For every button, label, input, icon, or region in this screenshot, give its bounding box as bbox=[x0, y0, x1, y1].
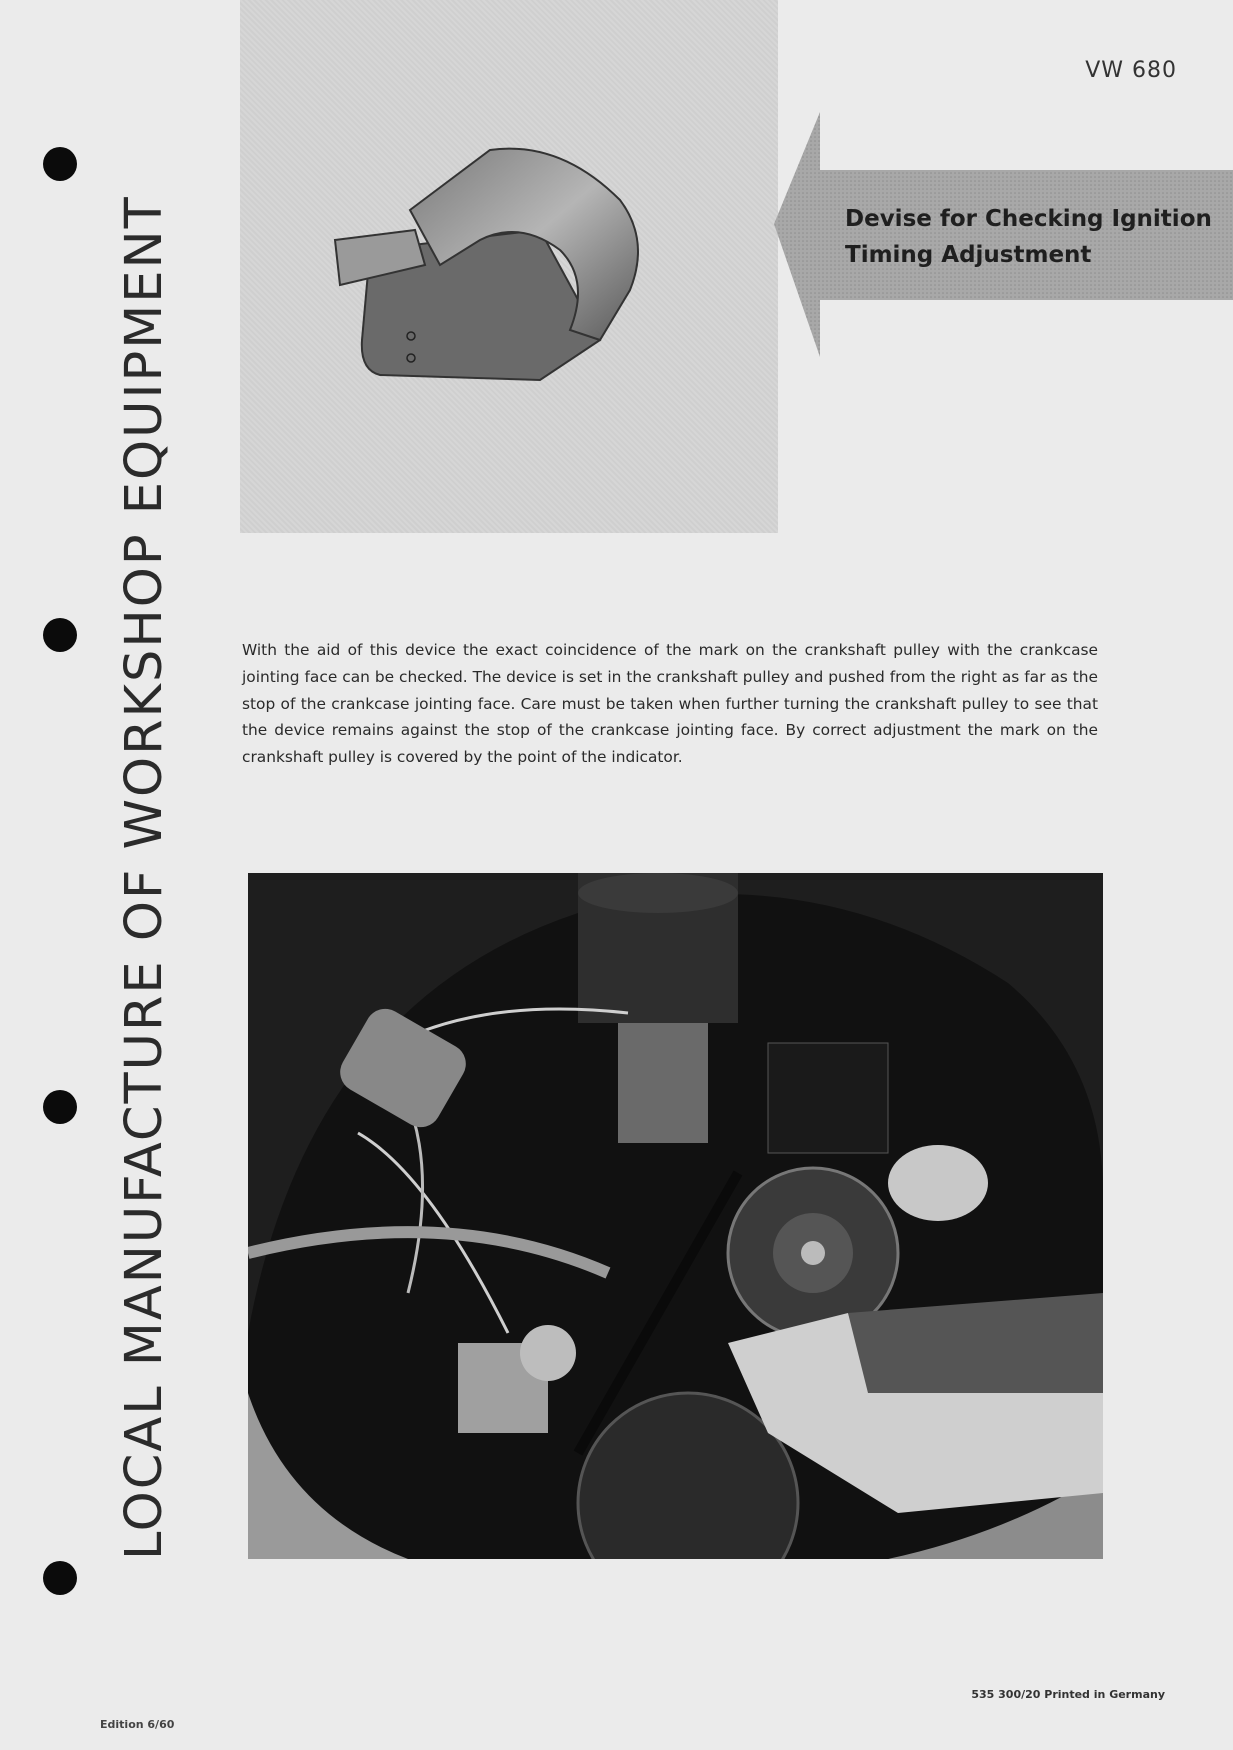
edition-label: Edition 6/60 bbox=[100, 1718, 175, 1731]
engine-photo bbox=[248, 873, 1103, 1559]
punch-hole bbox=[43, 1561, 77, 1595]
punch-hole bbox=[43, 618, 77, 652]
punch-hole bbox=[43, 1090, 77, 1124]
document-number: VW 680 bbox=[1085, 58, 1177, 83]
banner-title: Devise for Checking Ignition Timing Adjustment bbox=[845, 206, 1212, 268]
print-info: 535 300/20 Printed in Germany bbox=[971, 1688, 1165, 1701]
sidebar-title: LOCAL MANUFACTURE OF WORKSHOP EQUIPMENT bbox=[115, 195, 174, 1560]
device-photo bbox=[240, 0, 778, 533]
punch-hole bbox=[43, 147, 77, 181]
description-paragraph: With the aid of this device the exact coincidence of the mark on the crankshaft pulley with the crankcase jointing face can be checked. The device is set in the crankshaft pulley and pushed from the right as far as the stop of the crankcase jointing face. Care must be taken when further turning the crankshaft pulley to see that the device remains against the stop of the crankcase jointing face. By correct adjustment the mark on the crankshaft pulley is covered by the point of the indicator. bbox=[242, 641, 1098, 767]
